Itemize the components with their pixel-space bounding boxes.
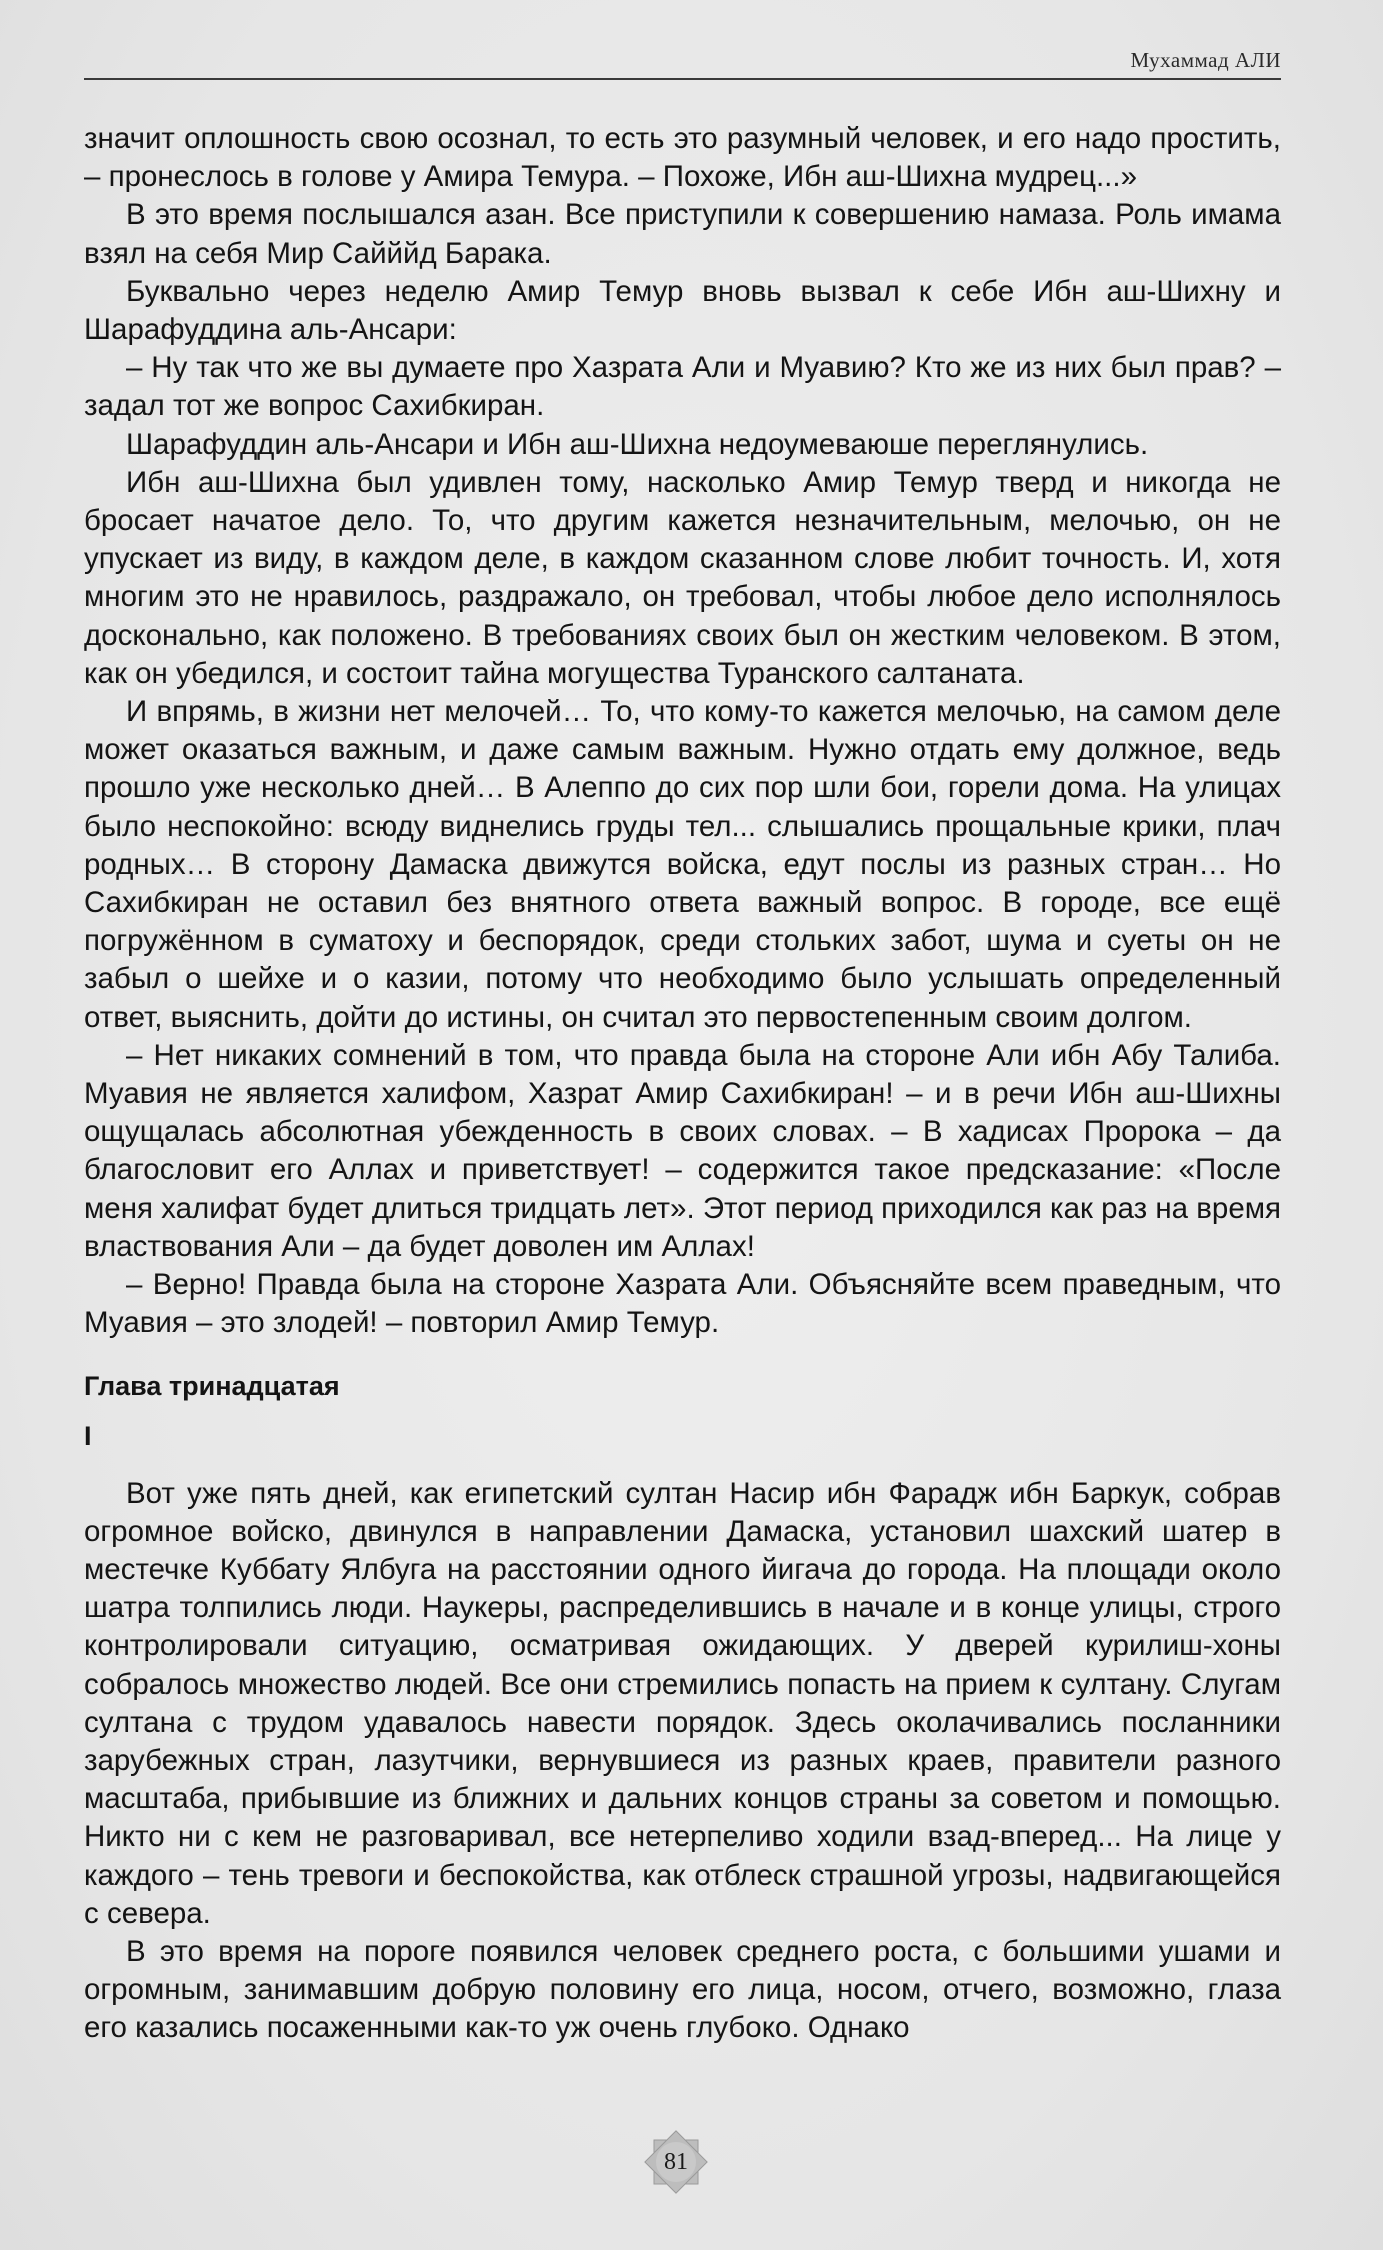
paragraph: Вот уже пять дней, как египетский султан Насир ибн Фарадж ибн Баркук, собрав огромное войско, двинулся в направлении Дамаска, установил шахский шатер в местечке Куббату Ялбуга на расстоянии одного йигача до города. На площади около шатра толпились люди. Наукеры, распределившись в начале и в конце улицы, строго контролировали ситуацию, осматривая ожидающих. У дверей курилиш-хоны собралось множество людей. Все они стремились попасть на прием к султану. Слугам султана с трудом удавалось навести порядок. Здесь околачивались посланники зарубежных стран, лазутчики, вернувшиеся из разных краев, правители разного масштаба, прибывшие из ближних и дальних концов страны за советом и помощью. Никто ни с кем не разговаривал, все нетерпеливо ходили взад-вперед... На лице у каждого – тень тревоги и беспокойства, как отблеск страшной угрозы, надвигающейся с севера. <box>84 1476 1281 1930</box>
paragraph: Буквально через неделю Амир Темур вновь вызвал к себе Ибн аш-Шихну и Шарафуддина аль-Ансари: <box>84 274 1281 347</box>
page-number-ornament <box>642 2128 710 2196</box>
running-header <box>84 44 1281 80</box>
paragraph: И впрямь, в жизни нет мелочей… То, что кому-то кажется мелочью, на самом деле может оказаться важным, и даже самым важным. Нужно отдать ему должное, ведь прошло уже несколько дней… В Алеппо до сих пор шли бои, горели дома. На улицах было неспокойно: всюду виднелись груды тел... слышались прощальные крики, плач родных… В сторону Дамаска движутся войска, едут послы из разных стран… Но Сахибкиран не оставил без внятного ответа важный вопрос. В городе, все ещё погружённом в суматоху и беспорядок, среди стольких забот, шума и суеты он не забыл о шейхе и о казии, потому что необходимо было услышать определенный ответ, выяснить, дойти до истины, он считал это первостепенным своим долгом. <box>84 695 1281 1034</box>
section-number: I <box>84 1420 92 1451</box>
dialogue-paragraph: – Ну так что же вы думаете про Хазрата Али и Муавию? Кто же из них был прав? – задал тот же вопрос Сахибкиран. <box>84 351 1281 423</box>
page-number: 81 <box>664 2149 688 2175</box>
paragraph: Шарафуддин аль-Ансари и Ибн аш-Шихна недоумеваюше переглянулись. <box>126 427 1149 461</box>
paragraph-continuation: значит оплошность свою осознал, то есть это разумный человек, и его надо простить, – пронеслось в голове у Амира Темура. – Похоже, Ибн аш-Шихна мудрец...» <box>84 122 1281 194</box>
running-title: Мухаммад АЛИ <box>1130 48 1281 72</box>
dialogue-paragraph: – Верно! Правда была на стороне Хазрата Али. Объясняйте всем праведным, что Муавия – это злодей! – повторил Амир Темур. <box>84 1268 1281 1340</box>
paragraph: В это время послышался азан. Все приступили к совершению намаза. Роль имама взял на себя Мир Сайййд Барака. <box>84 198 1281 270</box>
paragraph: Ибн аш-Шихна был удивлен тому, насколько Амир Темур тверд и никогда не бросает начатое дело. То, что другим кажется незначительным, мелочью, он не упускает из виду, в каждом деле, в каждом сказанном слове любит точность. И, хотя многим это не нравилось, раздражало, он требовал, чтобы любое дело исполнялось досконально, как положено. В требованиях своих был он жестким человеком. В этом, как он убедился, и состоит тайна могущества Туранского салтаната. <box>84 465 1281 690</box>
body-text <box>84 120 1281 2048</box>
chapter-title: Глава тринадцатая <box>84 1370 340 1401</box>
paragraph: В это время на пороге появился человек среднего роста, с большими ушами и огромным, занимавшим добрую половину его лица, носом, отчего, возможно, глаза его казались посаженными как-то уж очень глубоко. Однако <box>84 1934 1281 2045</box>
dialogue-paragraph: – Нет никаких сомнений в том, что правда была на стороне Али ибн Абу Талиба. Муавия не является халифом, Хазрат Амир Сахибкиран! – и в речи Ибн аш-Шихны ощущалась абсолютная убежденность в своих словах. – В хадисах Пророка – да благословит его Аллах и приветствует! – содержится такое предсказание: «После меня халифат будет длиться тридцать лет». Этот период приходился как раз на время властвования Али – да будет доволен им Аллах! <box>84 1038 1281 1263</box>
